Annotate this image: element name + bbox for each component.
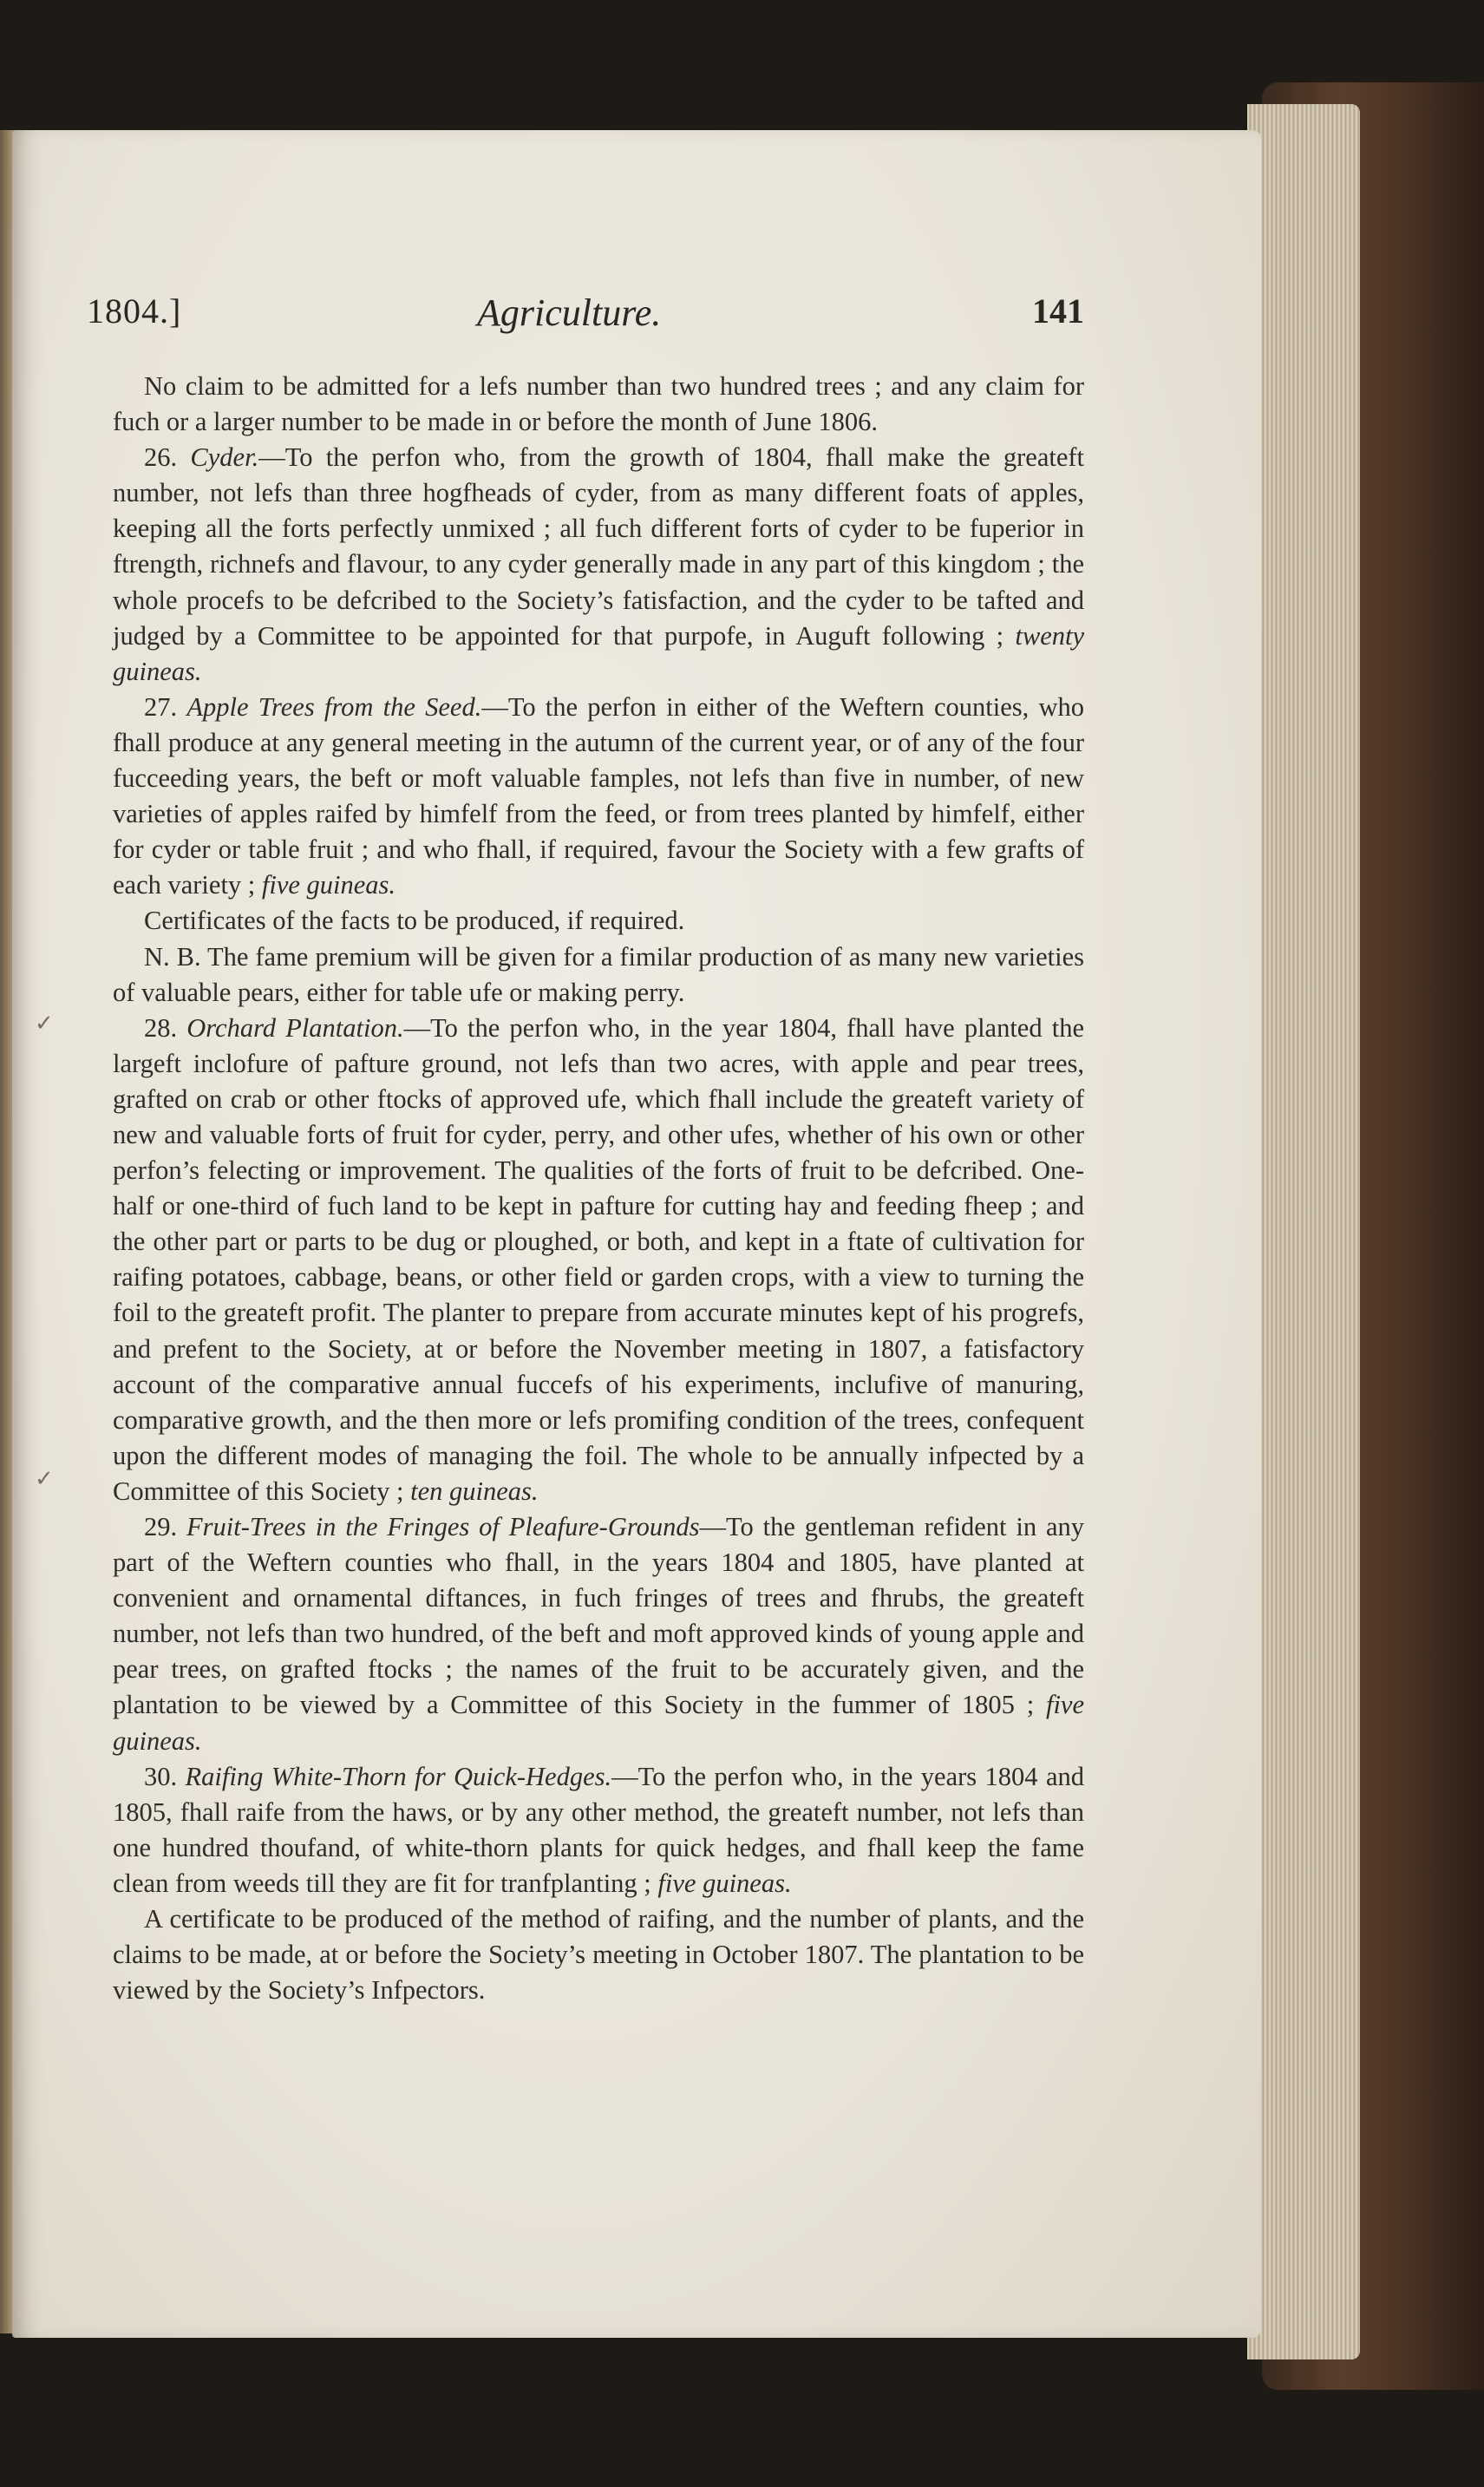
italic-text: five guineas. (657, 1868, 792, 1898)
paragraph (113, 1759, 1084, 1901)
paragraph-text: 26. (144, 442, 191, 473)
paragraph-text: 28. (144, 1012, 187, 1043)
paragraph (113, 1901, 1084, 2008)
paragraph (113, 440, 1084, 690)
italic-text: Raifing White-Thorn for Quick-Hedges. (185, 1761, 612, 1791)
paragraph-text: N. B. The fame premium will be given for a fimilar production of as many new varieties of valuable pears, either for table ufe or making perry. (113, 941, 1084, 1007)
margin-mark: ✓ (35, 1466, 54, 1491)
paragraph-text: Certificates of the facts to be produced, if required. (144, 906, 685, 936)
italic-text: five guineas. (113, 1690, 1084, 1756)
margin-mark: ✓ (35, 1011, 54, 1036)
paragraph (113, 369, 1084, 440)
paragraph-text: 30. (144, 1761, 186, 1791)
running-head-title: Agriculture. (477, 291, 662, 334)
paragraph-text: —To the perfon who, from the growth of 1804, fhall make the greateft number, not lefs than three hogfheads of cyder, from as many different foats of apples, keeping all the forts perfectly unmixed ; all fuch different forts of cyder to be fuperior in ftrength, richnefs and flavour, to any cyder generally made in any part of this kingdom ; the whole procefs to be defcribed to the Society’s fatisfaction, and the cyder to be tafted and judged by a Committee to be appointed for that purpofe, in Auguft following ; (113, 442, 1085, 651)
paragraph (113, 1509, 1084, 1759)
italic-text: Fruit-Trees in the Fringes of Pleafure-Grounds (186, 1512, 700, 1541)
paragraph-text: A certificate to be produced of the method of raifing, and the number of plants, and the claims to be made, at or before the Society’s meeting in October 1807. The plantation to be viewed by the Society’s Infpectors. (113, 1904, 1084, 2006)
italic-text: five guineas. (261, 870, 396, 900)
paragraph-text: 29. (144, 1512, 186, 1541)
italic-text: Orchard Plantation. (186, 1012, 404, 1043)
paragraph (113, 690, 1084, 904)
paragraph-text: —To the gentleman refident in any part of the Weftern counties who fhall, in the years 1804 and 1805, have planted at convenient and ornamental diftances, in fuch fringes of trees and fhrubs, the greateft number, not lefs than two hundred, of the beft and moft approved kinds of young apple and pear trees, on grafted ftocks ; the names of the fruit to be accurately given, and the plantation to be viewed by a Committee of this Society in the fummer of 1805 ; (113, 1512, 1084, 1720)
italic-text: twenty guineas. (113, 620, 1084, 686)
paragraph (113, 903, 1084, 939)
italic-text: ten guineas. (410, 1476, 539, 1506)
running-head (87, 291, 1084, 343)
paragraph-text: —To the perfon who, in the year 1804, fhall have planted the largeft inclofure of pafture ground, not lefs than two acres, with apple and pear trees, grafted on crab or other ftocks of approved ufe, which fhall include the greateft variety of new and valuable forts of fruit for cyder, perry, and other ufes, whether of his own or other perfon’s felecting or improvement. The qualities of the forts of fruit to be defcribed. One-half or one-third of fuch land to be kept in pafture for cutting hay and feeding fheep ; and the other part or parts to be dug or ploughed, or both, and kept in a ftate of cultivation for raifing potatoes, cabbage, beans, or other field or garden crops, with a view to turning the foil to the greateft profit. The planter to prepare from accurate minutes kept of his progrefs, and prefent to the Society, at or before the November meeting in 1807, a fatisfactory account of the comparative annual fuccefs of his experiments, inclufive of manuring, comparative growth, and the then more or lefs promifing condition of the trees, confequent upon the different modes of managing the foil. The whole to be annually infpected by a Committee of this Society ; (113, 1012, 1084, 1506)
body-text (113, 369, 1084, 2008)
page-number: 141 (1032, 291, 1084, 331)
italic-text: Cyder. (190, 442, 259, 473)
paragraph (113, 1011, 1084, 1509)
paragraph (113, 939, 1084, 1011)
paragraph-text: —To the perfon in either of the Weftern counties, who fhall produce at any general meeting in the autumn of the current year, or of any of the four fucceeding years, the beft or moft valuable famples, not lefs than five in number, of new varieties of apples raifed by himfelf from the feed, or from trees planted by himfelf, either for cyder or table fruit ; and who fhall, if required, favour the Society with a few grafts of each variety ; (113, 691, 1085, 900)
paragraph-text: —To the perfon who, in the years 1804 and 1805, fhall raife from the haws, or by any other method, the greateft number, not lefs than one hundred thoufand, of white-thorn plants for quick hedges, and fhall keep the fame clean from weeds till they are fit for tranfplanting ; (113, 1761, 1084, 1898)
italic-text: Apple Trees from the Seed. (186, 691, 482, 722)
paragraph-text: No claim to be admitted for a lefs number than two hundred trees ; and any claim for fuch or a larger number to be made in or before the month of June 1806. (113, 371, 1084, 437)
page-block-edge (1247, 104, 1360, 2359)
paragraph-text: 27. (144, 691, 187, 722)
running-head-year: 1804.] (87, 291, 182, 331)
